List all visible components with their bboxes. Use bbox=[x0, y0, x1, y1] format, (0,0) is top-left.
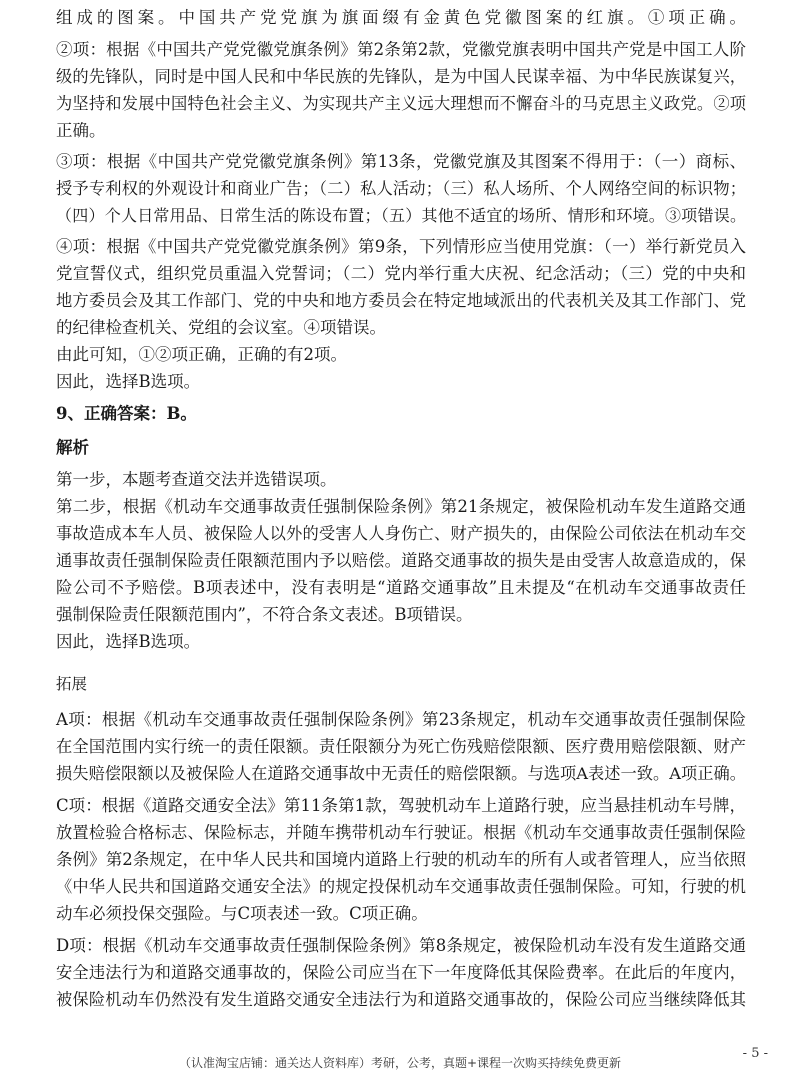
text-line: 由此可知，①②项正确，正确的有2项。 bbox=[56, 345, 347, 364]
text-line: 通事故责任强制保险责任限额范围内予以赔偿。道路交通事故的损失是由受害人故意造成的，保 bbox=[56, 551, 746, 570]
text-line: 因此，选择B选项。 bbox=[56, 372, 201, 391]
text-line: 安全违法行为和道路交通事故的，保险公司应当在下一年度降低其保险费率。在此后的年度内， bbox=[56, 963, 746, 982]
text-line: 级的先锋队，同时是中国人民和中华民族的先锋队，是为中国人民谋幸福、为中华民族谋复兴， bbox=[56, 67, 746, 86]
text-line: 正确。 bbox=[56, 121, 106, 140]
answer-heading: 9、正确答案：B。 bbox=[56, 404, 197, 423]
text-line: 地方委员会及其工作部门、党的中央和地方委员会在特定地域派出的代表机关及其工作部门、党 bbox=[56, 291, 746, 310]
text-line: 险公司不予赔偿。B项表述中，没有表明是“道路交通事故”且未提及“在机动车交通事故责任 bbox=[56, 578, 746, 597]
text-line: 条例》第2条规定，在中华人民共和国境内道路上行驶的机动车的所有人或者管理人，应当依照 bbox=[56, 850, 746, 869]
text-line: 动车必须投保交强险。与C项表述一致。C项正确。 bbox=[56, 904, 428, 923]
text-line: 强制保险责任限额范围内”，不符合条文表述。B项错误。 bbox=[56, 605, 473, 624]
text-line: 在全国范围内实行统一的责任限额。责任限额分为死亡伤残赔偿限额、医疗费用赔偿限额、财产 bbox=[56, 737, 746, 756]
text-line: 放置检验合格标志、保险标志，并随车携带机动车行驶证。根据《机动车交通事故责任强制保险 bbox=[56, 823, 746, 842]
text-line: （四）个人日常用品、日常生活的陈设布置；（五）其他不适宜的场所、情形和环境。③项错误。 bbox=[56, 206, 746, 225]
text-line: 《中华人民共和国道路交通安全法》的规定投保机动车交通事故责任强制保险。可知，行驶的机 bbox=[56, 877, 746, 896]
text-line: 授予专利权的外观设计和商业广告；（二）私人活动；（三）私人场所、个人网络空间的标识物； bbox=[56, 179, 746, 198]
text-line: 为坚持和发展中国特色社会主义、为实现共产主义远大理想而不懈奋斗的马克思主义政党。②项 bbox=[56, 94, 746, 113]
text-line: ②项：根据《中国共产党党徽党旗条例》第2条第2款，党徽党旗表明中国共产党是中国工人阶 bbox=[56, 40, 746, 59]
text-line: 第一步，本题考查道交法并选错误项。 bbox=[56, 470, 337, 489]
text-line: 党宣誓仪式，组织党员重温入党誓词；（二）党内举行重大庆祝、纪念活动；（三）党的中央和 bbox=[56, 264, 746, 283]
section-heading-extension: 拓展 bbox=[56, 675, 88, 693]
text-line: D项：根据《机动车交通事故责任强制保险条例》第8条规定，被保险机动车没有发生道路交通 bbox=[56, 936, 746, 955]
footer-note: （认准淘宝店铺：通关达人资料库）考研，公考，真题+课程一次购买持续免费更新 bbox=[178, 1056, 622, 1070]
text-line: 因此，选择B选项。 bbox=[56, 632, 201, 651]
text-line: 事故造成本车人员、被保险人以外的受害人人身伤亡、财产损失的，由保险公司依法在机动车交 bbox=[56, 524, 746, 543]
text-line: 组成的图案。中国共产党党旗为旗面缀有金黄色党徽图案的红旗。①项正确。 bbox=[56, 8, 746, 27]
text-line: 第二步，根据《机动车交通事故责任强制保险条例》第21条规定，被保险机动车发生道路交通 bbox=[56, 497, 746, 516]
page-number: - 5 - bbox=[742, 1046, 768, 1061]
text-line: ④项：根据《中国共产党党徽党旗条例》第9条，下列情形应当使用党旗：（一）举行新党员入 bbox=[56, 237, 746, 256]
section-heading-analysis: 解析 bbox=[56, 438, 89, 457]
text-line: C项：根据《道路交通安全法》第11条第1款，驾驶机动车上道路行驶，应当悬挂机动车号牌， bbox=[56, 796, 746, 815]
text-line: 损失赔偿限额以及被保险人在道路交通事故中无责任的赔偿限额。与选项A表述一致。A项正确。 bbox=[56, 764, 746, 783]
text-line: ③项：根据《中国共产党党徽党旗条例》第13条，党徽党旗及其图案不得用于：（一）商标、 bbox=[56, 152, 746, 171]
text-line: A项：根据《机动车交通事故责任强制保险条例》第23条规定，机动车交通事故责任强制保险 bbox=[56, 710, 746, 729]
text-line: 被保险机动车仍然没有发生道路交通安全违法行为和道路交通事故的，保险公司应当继续降低其 bbox=[56, 990, 746, 1009]
text-line: 的纪律检查机关、党组的会议室。④项错误。 bbox=[56, 318, 386, 337]
